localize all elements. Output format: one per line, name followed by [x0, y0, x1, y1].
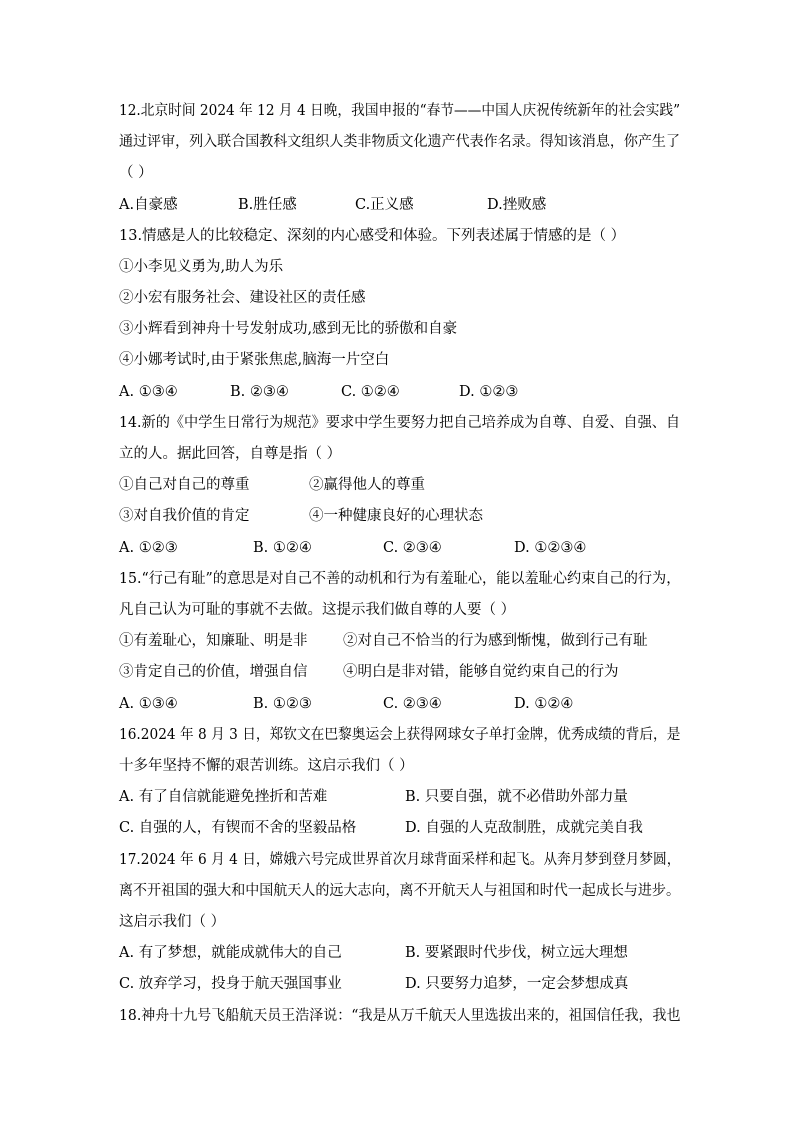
q17-option-c: C. 放弃学习，投身于航天强国事业 [119, 976, 342, 992]
q17-stem-line-2: 离不开祖国的强大和中国航天人的远大志向，离不开航天人与祖国和时代一起成长与进步。 [119, 883, 680, 899]
q16-options-row-2 [119, 818, 679, 838]
q14-stem-line-2: 立的人。据此回答，自尊是指（ ） [119, 446, 342, 462]
q12-stem-line-1: 12.北京时间 2024 年 12 月 4 日晚，我国申报的“春节——中国人庆祝传统新年的社会实践” [119, 103, 681, 119]
q13-item-1: ①小李见义勇为,助人为乐 [119, 259, 284, 275]
q12-option-b: B.胜任感 [238, 197, 297, 213]
q12-stem-line-2: 通过评审，列入联合国教科文组织人类非物质文化遗产代表作名录。得知该消息，你产生了 [119, 134, 680, 150]
q16-options-row-1 [119, 787, 679, 807]
q12-option-c: C.正义感 [355, 197, 414, 213]
q17-stem-line-3: 这启示我们（ ） [119, 914, 226, 930]
q14-items-row-2 [119, 506, 679, 526]
q12-option-a: A.自豪感 [119, 197, 178, 213]
q17-option-d: D. 只要努力追梦，一定会梦想成真 [405, 976, 629, 992]
q17-option-a: A. 有了梦想，就能成就伟大的自己 [119, 945, 342, 961]
q14-options [119, 538, 679, 558]
q12-option-d: D.挫败感 [487, 197, 547, 213]
q16-option-d: D. 自强的人克敌制胜，成就完美自我 [405, 820, 643, 836]
q15-options [119, 694, 679, 714]
q16-stem-line-1: 16.2024 年 8 月 3 日，郑钦文在巴黎奥运会上获得网球女子单打金牌，优秀成绩的背后，是 [119, 727, 681, 743]
q16-stem-line-2: 十多年坚持不懈的艰苦训练。这启示我们（ ） [119, 758, 414, 774]
q12-options [119, 195, 679, 215]
q13-option-a: A. ①③④ [119, 384, 178, 400]
q14-option-d: D. ①②③④ [514, 540, 587, 556]
q15-stem-line-2: 凡自己认为可耻的事就不去做。这提示我们做自尊的人要（ ） [119, 602, 516, 618]
q14-item-4: ④一种健康良好的心理状态 [309, 508, 483, 524]
q13-item-2: ②小宏有服务社会、建设社区的责任感 [119, 290, 366, 306]
q14-item-1: ①自己对自己的尊重 [119, 477, 250, 493]
q15-item-2: ②对自己不恰当的行为感到惭愧，做到行己有耻 [343, 633, 648, 649]
q16-option-c: C. 自强的人，有锲而不舍的坚毅品格 [119, 820, 357, 836]
q15-item-4: ④明白是非对错，能够自觉约束自己的行为 [343, 664, 619, 680]
q14-option-c: C. ②③④ [383, 540, 442, 556]
q12-stem-line-3: （ ） [119, 165, 153, 181]
q17-options-row-2 [119, 974, 679, 994]
q15-option-d: D. ①②④ [514, 696, 574, 712]
q14-item-2: ②赢得他人的尊重 [309, 477, 425, 493]
q13-options [119, 382, 679, 402]
q17-option-b: B. 要紧跟时代步伐，树立远大理想 [405, 945, 628, 961]
q13-item-4: ④小娜考试时,由于紧张焦虑,脑海一片空白 [119, 352, 390, 368]
q13-option-d: D. ①②③ [459, 384, 519, 400]
q15-stem-line-1: 15.“行己有耻”的意思是对自己不善的动机和行为有羞耻心，能以羞耻心约束自己的行为， [119, 571, 681, 587]
q13-stem-line-1: 13.情感是人的比较稳定、深刻的内心感受和体验。下列表述属于情感的是（ ） [119, 228, 626, 244]
q18-stem-line-1: 18.神舟十九号飞船航天员王浩泽说：“我是从万千航天人里选拔出来的，祖国信任我，我也 [119, 1008, 681, 1024]
q17-stem-line-1: 17.2024 年 6 月 4 日，嫦娥六号完成世界首次月球背面采样和起飞。从奔月梦到登月梦圆， [119, 852, 681, 868]
q15-item-1: ①有羞耻心，知廉耻、明是非 [119, 633, 308, 649]
q15-option-c: C. ②③④ [383, 696, 442, 712]
q15-items-row-1 [119, 631, 679, 651]
q15-item-3: ③肯定自己的价值，增强自信 [119, 664, 308, 680]
q14-option-b: B. ①②④ [253, 540, 312, 556]
q14-option-a: A. ①②③ [119, 540, 178, 556]
q13-item-3: ③小辉看到神舟十号发射成功,感到无比的骄傲和自豪 [119, 321, 458, 337]
q14-items-row-1 [119, 475, 679, 495]
q16-option-a: A. 有了自信就能避免挫折和苦难 [119, 789, 328, 805]
q15-option-a: A. ①③④ [119, 696, 178, 712]
q13-option-c: C. ①②④ [341, 384, 400, 400]
q15-items-row-2 [119, 662, 679, 682]
q14-item-3: ③对自我价值的肯定 [119, 508, 250, 524]
q13-option-b: B. ②③④ [230, 384, 289, 400]
q14-stem-line-1: 14.新的《中学生日常行为规范》要求中学生要努力把自己培养成为自尊、自爱、自强、自 [119, 415, 681, 431]
q17-options-row-1 [119, 943, 679, 963]
q16-option-b: B. 只要自强，就不必借助外部力量 [405, 789, 628, 805]
q15-option-b: B. ①②③ [253, 696, 312, 712]
